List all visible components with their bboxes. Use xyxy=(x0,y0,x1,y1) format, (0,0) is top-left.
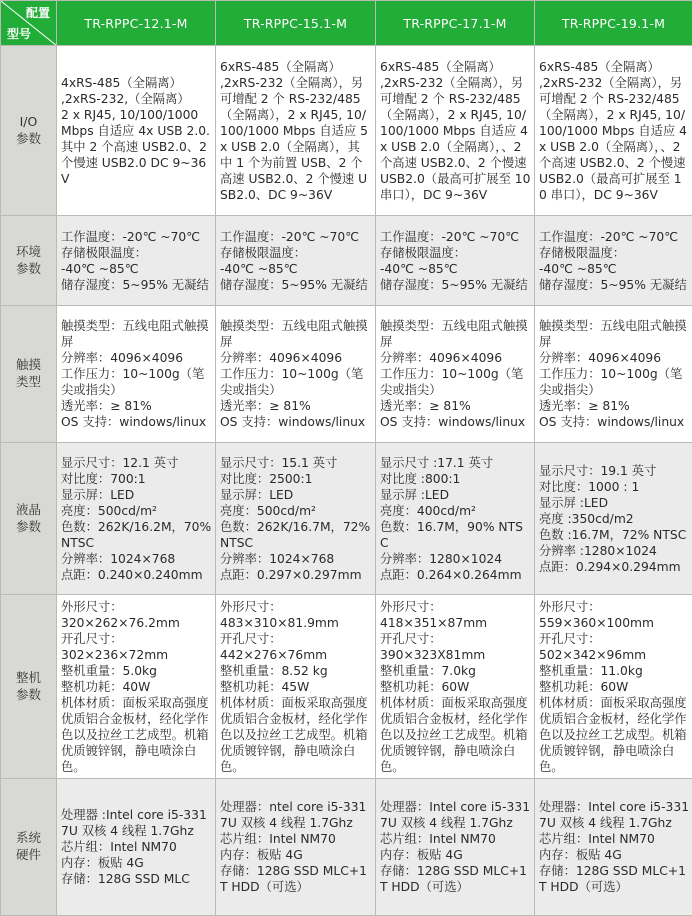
model-header-17: TR-RPPC-17.1-M xyxy=(376,1,535,46)
env-cell-19: 工作温度：-20℃ ~70℃ 存储极限温度： -40℃ ~85℃ 储存湿度：5~95% 无凝结 xyxy=(535,216,692,306)
system-cell-19: 处理器：Intel core i5-3317U 双核 4 线程 1.7Ghz 芯片组：Intel NM70 内存：板贴 4G 存储：128G SSD MLC+1T HDD（可选） xyxy=(535,779,692,916)
row-label-system: 系统 硬件 xyxy=(1,779,57,916)
row-label-lcd: 液晶 参数 xyxy=(1,443,57,595)
io-cell-15: 6xRS-485（全隔离） ,2xRS-232（全隔离），另可增配 2 个 RS-232/485（全隔离），2 x RJ45, 10/100/1000 Mbps 自适应 5x USB 2.0（全隔离），其中 1 个为前置 USB、2 个高速 USB2.0、2 个慢速 USB2.0、DC 9~36V xyxy=(216,46,376,216)
touch-cell-17: 触摸类型：五线电阻式触摸屏 分辨率：4096×4096 工作压力：10~100g（笔尖或指尖） 透光率：≥ 81% OS 支持：windows/linux xyxy=(376,306,535,443)
row-machine-params xyxy=(1,595,692,779)
env-cell-15: 工作温度：-20℃ ~70℃ 存储极限温度： -40℃ ~85℃ 储存湿度：5~95% 无凝结 xyxy=(216,216,376,306)
io-cell-19: 6xRS-485（全隔离） ,2xRS-232（全隔离），另可增配 2 个 RS-232/485（全隔离），2 x RJ45, 10/100/1000 Mbps 自适应 4x USB 2.0（全隔离），、2 个高速 USB2.0、2 个慢速 USB2.0（最高可扩展至 10 串口），DC 9~36V xyxy=(535,46,692,216)
io-cell-17: 6xRS-485（全隔离） ,2xRS-232（全隔离），另可增配 2 个 RS-232/485（全隔离），2 x RJ45, 10/100/1000 Mbps 自适应 4x USB 2.0（全隔离），、2 个高速 USB2.0、2 个慢速 USB2.0（最高可扩展至 10 串口），DC 9~36V xyxy=(376,46,535,216)
system-cell-17: 处理器：Intel core i5-3317U 双核 4 线程 1.7Ghz 芯片组：Intel NM70 内存：板贴 4G 存储：128G SSD MLC+1T HDD（可选） xyxy=(376,779,535,916)
system-cell-15: 处理器：ntel core i5-3317U 双核 4 线程 1.7Ghz 芯片组：Intel NM70 内存：板贴 4G 存储：128G SSD MLC+1T HDD（可选） xyxy=(216,779,376,916)
model-header-19: TR-RPPC-19.1-M xyxy=(535,1,692,46)
row-lcd-params xyxy=(1,443,692,595)
touch-cell-12: 触摸类型：五线电阻式触摸屏 分辨率：4096×4096 工作压力：10~100g（笔尖或指尖） 透光率：≥ 81% OS 支持：windows/linux xyxy=(57,306,216,443)
row-system-hardware xyxy=(1,779,692,916)
row-io-params xyxy=(1,46,692,216)
model-header-15: TR-RPPC-15.1-M xyxy=(216,1,376,46)
machine-cell-15: 外形尺寸： 483×310×81.9mm 开孔尺寸： 442×276×76mm 整机重量：8.52 kg 整机功耗：45W 机体材质：面板采取高强度优质铝合金板材，经化学作色以及拉丝工艺成型。机箱优质镀锌钢，静电喷涂白色。 xyxy=(216,595,376,779)
row-label-environment: 环境 参数 xyxy=(1,216,57,306)
row-label-machine: 整机 参数 xyxy=(1,595,57,779)
lcd-cell-19: 显示尺寸：19.1 英寸 对比度：1000 : 1 显示屏 :LED 亮度 :350cd/m2 色数 :16.7M，72% NTSC 分辨率 :1280×1024 点距：0.294×0.294mm xyxy=(535,443,692,595)
model-header-12: TR-RPPC-12.1-M xyxy=(57,1,216,46)
lcd-cell-15: 显示尺寸：15.1 英寸 对比度：2500:1 显示屏：LED 亮度：500cd/m² 色数：262K/16.7M，72% NTSC 分辨率：1024×768 点距：0.297×0.297mm xyxy=(216,443,376,595)
system-cell-12: 处理器 :Intel core i5-3317U 双核 4 线程 1.7Ghz 芯片组：Intel NM70 内存：板贴 4G 存储：128G SSD MLC xyxy=(57,779,216,916)
touch-cell-19: 触摸类型：五线电阻式触摸屏 分辨率：4096×4096 工作压力：10~100g（笔尖或指尖） 透光率：≥ 81% OS 支持：windows/linux xyxy=(535,306,692,443)
row-label-touch: 触摸 类型 xyxy=(1,306,57,443)
machine-cell-17: 外形尺寸： 418×351×87mm 开孔尺寸： 390×323X81mm 整机重量：7.0kg 整机功耗：60W 机体材质：面板采取高强度优质铝合金板材，经化学作色以及拉丝工艺成型。机箱优质镀锌钢，静电喷涂白色。 xyxy=(376,595,535,779)
machine-cell-19: 外形尺寸： 559×360×100mm 开孔尺寸： 502×342×96mm 整机重量：11.0kg 整机功耗：60W 机体材质：面板采取高强度优质铝合金板材，经化学作色以及拉丝工艺成型。机箱优质镀锌钢，静电喷涂白色。 xyxy=(535,595,692,779)
lcd-cell-17: 显示尺寸 :17.1 英寸 对比度 :800:1 显示屏 :LED 亮度：400cd/m² 色数：16.7M，90% NTSC 分辨率：1280×1024 点距：0.264×0.264mm xyxy=(376,443,535,595)
env-cell-12: 工作温度：-20℃ ~70℃ 存储极限温度： -40℃ ~85℃ 储存湿度：5~95% 无凝结 xyxy=(57,216,216,306)
row-label-io: I/O 参数 xyxy=(1,46,57,216)
row-environment-params xyxy=(1,216,692,306)
lcd-cell-12: 显示尺寸：12.1 英寸 对比度：700:1 显示屏：LED 亮度：500cd/m² 色数：262K/16.2M，70% NTSC 分辨率：1024×768 点距：0.240×0.240mm xyxy=(57,443,216,595)
corner-config-label: 配置 xyxy=(26,4,50,21)
io-cell-12: 4xRS-485（全隔离） ,2xRS-232,（全隔离） 2 x RJ45, 10/100/1000 Mbps 自适应 4x USB 2.0. 其中 2 个高速 USB2.0、2 个慢速 USB2.0 DC 9~36V xyxy=(57,46,216,216)
row-touch-type xyxy=(1,306,692,443)
touch-cell-15: 触摸类型：五线电阻式触摸屏 分辨率：4096×4096 工作压力：10~100g（笔尖或指尖） 透光率：≥ 81% OS 支持：windows/linux xyxy=(216,306,376,443)
header-row xyxy=(1,1,692,46)
corner-model-label: 型号 xyxy=(7,25,31,42)
corner-header-cell xyxy=(1,1,57,46)
env-cell-17: 工作温度：-20℃ ~70℃ 存储极限温度： -40℃ ~85℃ 储存湿度：5~95% 无凝结 xyxy=(376,216,535,306)
machine-cell-12: 外形尺寸： 320×262×76.2mm 开孔尺寸： 302×236×72mm 整机重量：5.0kg 整机功耗：40W 机体材质：面板采取高强度优质铝合金板材，经化学作色以及拉丝工艺成型。机箱优质镀锌钢，静电喷涂白色。 xyxy=(57,595,216,779)
